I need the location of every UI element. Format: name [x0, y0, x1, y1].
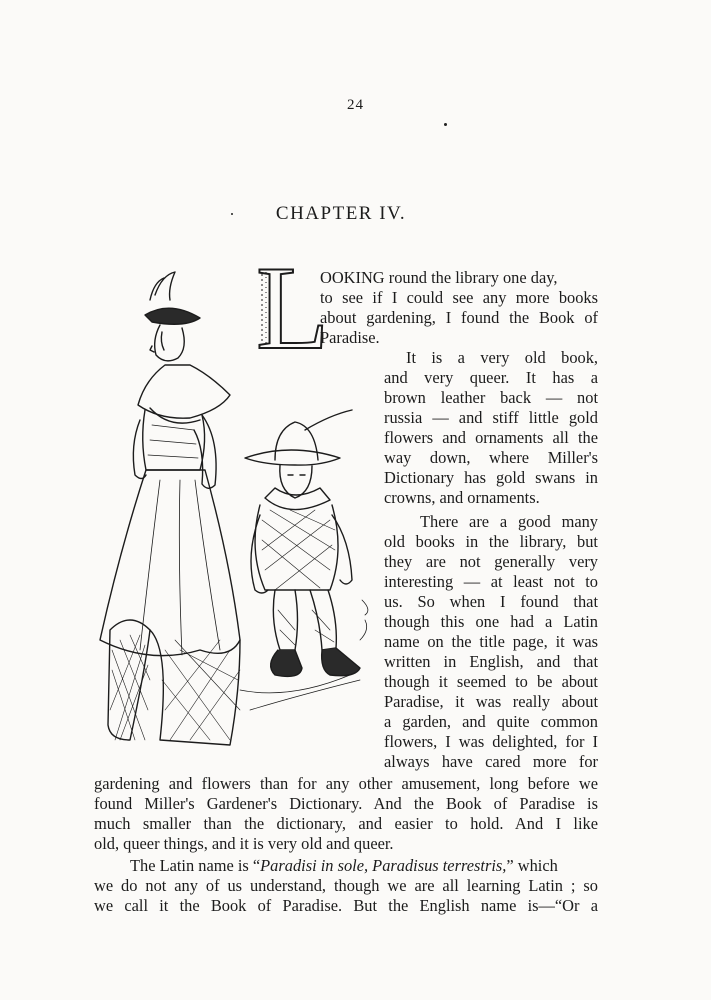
text-line: found Miller's Gardener's Dictionary. And the Book of Paradise is — [94, 794, 598, 813]
text-line: flowers, I was delighted, for I — [384, 732, 598, 751]
text-line: and very queer. It has a — [384, 368, 598, 387]
text-line: way down, where Miller's — [384, 448, 598, 467]
text-line: written in English, and that — [384, 652, 598, 671]
chapter-title: CHAPTER IV. — [275, 203, 407, 224]
text-line — [130, 856, 558, 876]
text-line: much smaller than the dictionary, and easier to hold. And I like — [94, 814, 598, 833]
text-span: ” which — [506, 856, 558, 875]
text-line: though it seemed to be about — [384, 672, 598, 691]
text-line: to see if I could see any more books — [320, 288, 598, 307]
text-line: a garden, and quite common — [384, 712, 598, 731]
ink-speck — [444, 123, 447, 126]
text-line: russia — and stiff little gold — [384, 408, 598, 427]
page-number: 24 — [347, 97, 364, 113]
text-line: about gardening, I found the Book of — [320, 308, 598, 327]
text-line: though this one had a Latin — [384, 612, 598, 631]
text-line: Paradise, it was really about — [384, 692, 598, 711]
text-line: old books in the library, but — [384, 532, 598, 551]
text-line: us. So when I found that — [384, 592, 598, 611]
text-line: There are a good many — [420, 512, 598, 531]
text-line: brown leather back — not — [384, 388, 598, 407]
text-line: we do not any of us understand, though we are all learning Latin ; so — [94, 876, 598, 895]
text-line: name on the title page, it was — [384, 632, 598, 651]
text-line: crowns, and ornaments. — [384, 488, 540, 507]
text-span: The Latin name is “ — [130, 856, 261, 875]
text-line: they are not generally very — [384, 552, 598, 571]
text-line: gardening and flowers than for any other amusement, long before we — [94, 774, 598, 793]
text-line: interesting — at least not to — [384, 572, 598, 591]
text-line: OOKING round the library one day, — [320, 268, 558, 287]
text-line: always have cared more for — [384, 752, 598, 771]
svg-text:L: L — [256, 241, 330, 374]
text-line: flowers and ornaments all the — [384, 428, 598, 447]
text-line: we call it the Book of Paradise. But the English name is—“Or a — [94, 896, 598, 915]
text-line: old, queer things, and it is very old and queer. — [94, 834, 394, 853]
text-line: It is a very old book, — [406, 348, 598, 367]
text-line: Dictionary has gold swans in — [384, 468, 598, 487]
text-line: Paradise. — [320, 328, 380, 347]
latin-title: Paradisi in sole, Paradisus terrestris, — [260, 856, 507, 875]
